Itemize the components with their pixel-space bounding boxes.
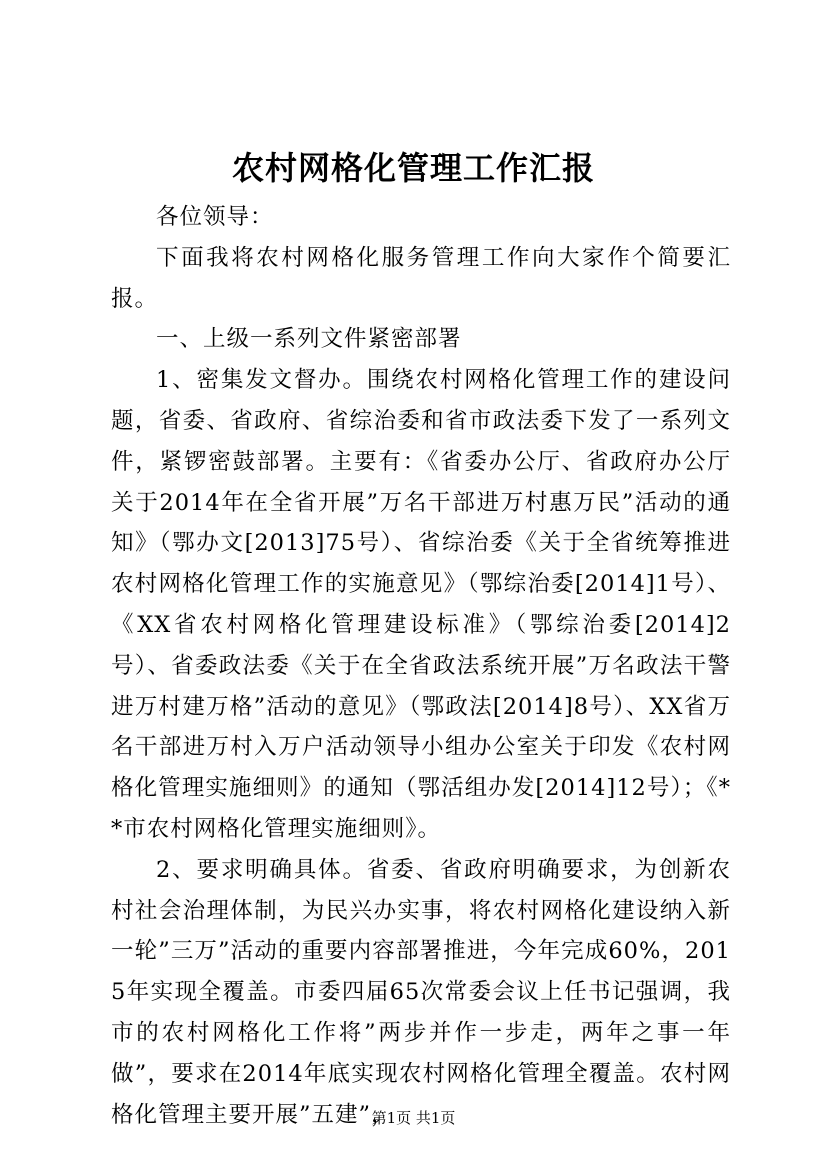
document-title: 农村网格化管理工作汇报 xyxy=(231,149,595,187)
salutation: 各位领导： xyxy=(156,204,274,230)
page-number: 第1页 共1页 xyxy=(371,1109,456,1127)
paragraph-2: 2、要求明确具体。省委、省政府明确要求，为创新农村社会治理体制，为民兴办实事，将农村网格化建设纳入新一轮”三万”活动的重要内容部署推进，今年完成60%，2015年实现全覆盖。市委四届65次常委会议上任书记强调，我市的农村网格化工作将”两步并作一步走，两年之事一年做”，要求在2014年底实现农村网格化管理全覆盖。农村网格化管理主要开展”五建”， xyxy=(111,856,731,1128)
paragraph-1: 1、密集发文督办。围绕农村网格化管理工作的建设问题，省委、省政府、省综治委和省市政法委下发了一系列文件，紧锣密鼓部署。主要有：《省委办公厅、省政府办公厅关于2014年在全省开展”万名干部进万村惠万民”活动的通知》（鄂办文[2013]75号）、省综治委《关于全省统筹推进农村网格化管理工作的实施意见》（鄂综治委[2014]1号）、《XX省农村网格化管理建设标准》（鄂综治委[2014]2号）、省委政法委《关于在全省政法系统开展”万名政法干警进万村建万格”活动的意见》（鄂政法[2014]8号）、XX省万名干部进万村入万户活动领导小组办公室关于印发《农村网格化管理实施细则》的通知（鄂活组办发[2014]12号）；《**市农村网格化管理实施细则》。 xyxy=(111,367,731,842)
section-heading: 一、上级一系列文件紧密部署 xyxy=(156,326,462,353)
paragraph-intro: 下面我将农村网格化服务管理工作向大家作个简要汇报。 xyxy=(111,244,731,312)
document-body xyxy=(111,197,731,1135)
